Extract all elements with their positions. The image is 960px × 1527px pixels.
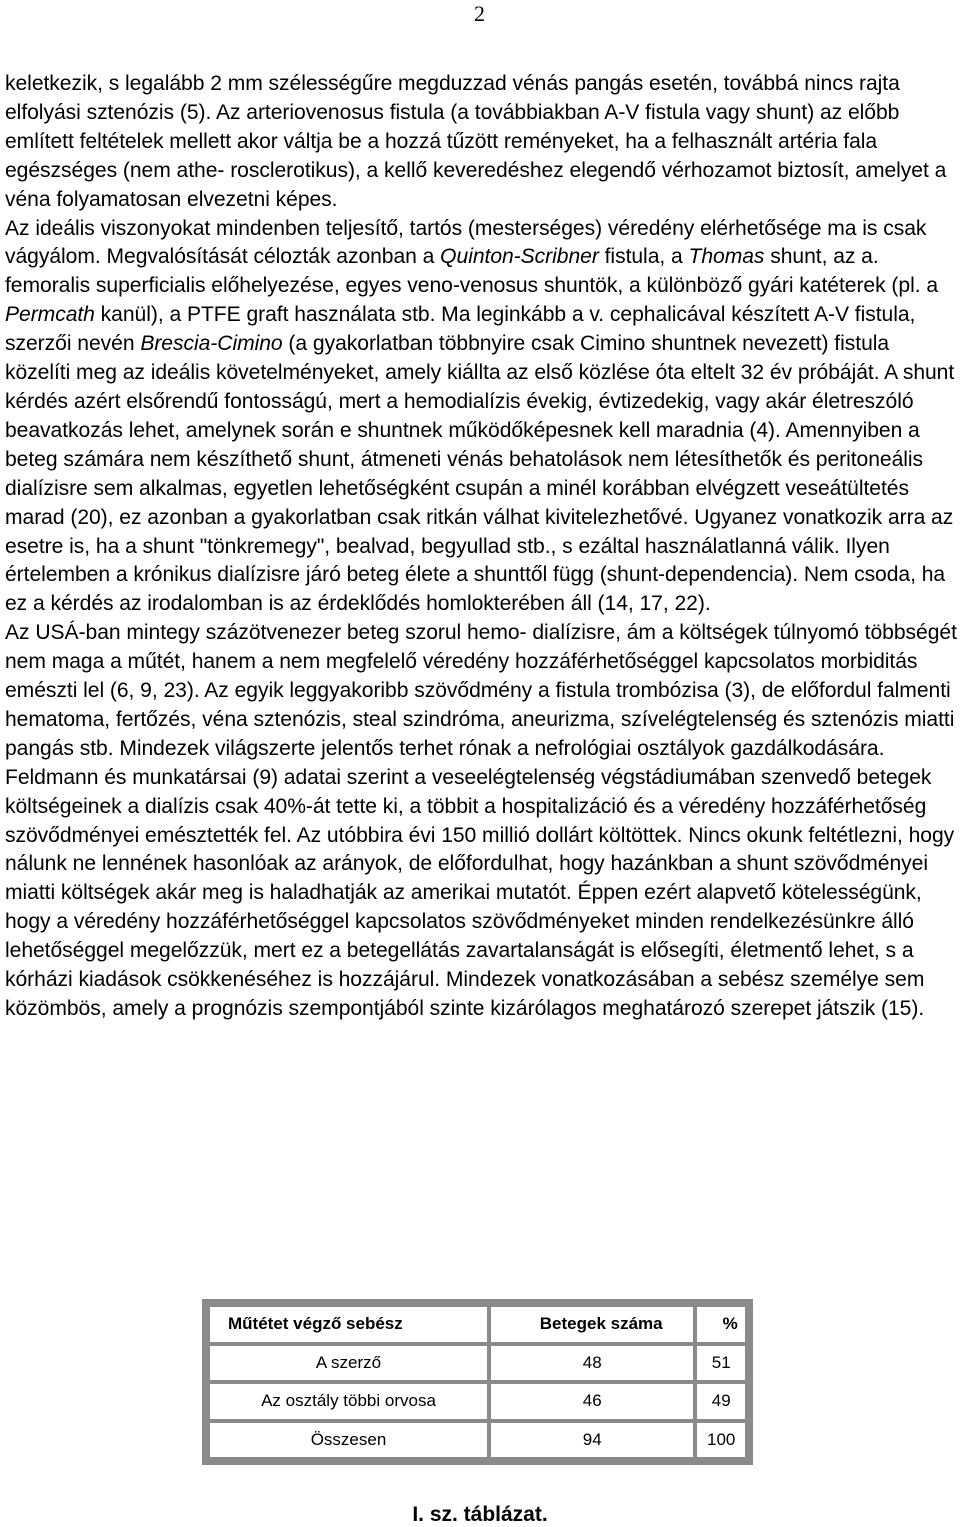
table-header-patients: Betegek száma <box>491 1307 693 1342</box>
paragraph-3-text: Az USÁ-ban mintegy százötvenezer beteg szorul hemo- dialízisre, ám a költségek túlnyomó többségét nem maga a műtét, hanem a nem megfelelő véredény hozzáférhetőséggel kapcsolatos morbiditás emészti lel (6, 9, 23). Az egyik leggyakoribb szövődmény a fistula trombózisa (3), de előfordul falmenti hematoma, fertőzés, véna sztenózis, steal szindróma, aneurizma, szívelégtelenség és sztenózis miatti pangás stb. Mindezek világszerte jelentős terhet rónak a nefrológiai osztályok gazdálkodására. Feldmann és munkatársai (9) adatai szerint a veseelégtelenség végstádiumában szenvedő betegek költségeinek a dialízis csak 40%-át tette ki, a többit a hospitalizáció és a véredény hozzáférhetőség szövődményei emésztették fel. Az utóbbira évi 150 millió dollárt költöttek. Nincs okunk feltétlezni, hogy nálunk ne lennének hasonlóak az arányok, de előfordulhat, hogy hazánkban a shunt szövődményei miatti költségek akár meg is haladhatják az amerikai mutatót. Éppen ezért alapvető kötelességünk, hogy a véredény hozzáférhetőséggel kapcsolatos szövődményeket minden rendelkezésünkre álló lehetőséggel megelőzzük, mert ez a betegellátás zavartalanságát is elősegíti, életmentő lehet, s a kórházi kiadások csökkenéséhez is hozzájárul. Mindezek vonatkozásában a sebész személye sem közömbös, amely a prognózis szempontjából szinte kizárólagos meghatározó szerepet játszik (15). <box>5 621 957 1020</box>
paragraph-1 <box>5 70 960 215</box>
paragraph-1-text: keletkezik, s legalább 2 mm szélességűre megduzzad vénás pangás esetén, továbbá nincs rajta elfolyási sztenózis (5). Az arteriovenosus fistula (a továbbiakban A-V fistula vagy shunt) az előbb említett feltételek mellett akor váltja be a hozzá tűzött reményeket, ha a felhasznált artéria fala egészséges (nem athe- rosclerotikus), a kellő keveredéshez elegendő vérhozamot biztosít, amelyet a véna folyamatosan elvezetni képes. <box>5 72 947 211</box>
table-row <box>210 1346 745 1381</box>
table-cell: 49 <box>697 1384 745 1419</box>
body-text <box>5 70 960 1024</box>
table-cell: 51 <box>697 1346 745 1381</box>
paragraph-2-text-a: Az ideális viszonyokat mindenben teljesítő, tartós (mesterséges) véredény elérhetősége ma is csak vágyálom. Megvalósítását célozták azonban a <box>5 216 927 269</box>
table-row <box>210 1423 745 1458</box>
paragraph-2-text-d: kanül), a PTFE graft használata stb. Ma leginkább a v. cephalicával készített A-V fistula, szerzői nevén <box>5 303 916 356</box>
page-number: 2 <box>474 1 485 26</box>
table-cell: Összesen <box>210 1423 487 1458</box>
table-cell: 46 <box>491 1384 693 1419</box>
table-cell: A szerző <box>210 1346 487 1381</box>
paragraph-2-text-e: (a gyakorlatban többnyire csak Cimino shuntnek nevezett) fistula közelíti meg az ideális követelményeket, amely kiállta az első közlése óta eltelt 32 év próbáját. A shunt kérdés azért elsőrendű fontosságú, mert a hemodialízis évekig, évtizedekig, vagy akár életreszóló beavatkozás lehet, amelynek során e shuntnek működőképesnek kell maradnia (4). Amennyiben a beteg számára nem készíthető shunt, átmeneti vénás behatolások nem létesíthetők és peritoneális dialízisre sem alkalmas, egyetlen lehetőségként csupán a minél korábban elvégzett veseátültetés marad (20), ez azonban a gyakorlatban csak ritkán válhat kivitelezhetővé. Ugyanez vonatkozik arra az esetre is, ha a shunt "tönkremegy", bealvad, begyullad stb., s ezáltal használatlanná válik. Ilyen értelemben a krónikus dialízisre járó beteg élete a shunttől függ (shunt-dependencia). Nem csoda, ha ez a kérdés az irodalomban is az érdeklődés homlokterében áll (14, 17, 22). <box>5 332 955 616</box>
table-header-percent: % <box>697 1307 745 1342</box>
table-caption: I. sz. táblázat. <box>412 1503 548 1526</box>
italic-term-permcath: Permcath <box>5 303 95 327</box>
paragraph-2 <box>5 215 960 620</box>
table-cell: Az osztály többi orvosa <box>210 1384 487 1419</box>
italic-term-brescia-cimino: Brescia-Cimino <box>140 332 283 356</box>
italic-term-quinton-scribner: Quinton-Scribner <box>440 245 599 269</box>
italic-term-thomas: Thomas <box>688 245 765 269</box>
table-cell: 94 <box>491 1423 693 1458</box>
table-header-surgeon: Műtétet végző sebész <box>210 1307 487 1342</box>
paragraph-2-text-c: shunt, az a. femoralis superficialis előhelyezése, egyes veno-venosus shuntök, a különböző gyári katéterek (pl. a <box>5 245 939 298</box>
table-row <box>210 1384 745 1419</box>
table-header-row <box>210 1307 745 1342</box>
paragraph-3 <box>5 619 960 1024</box>
table-cell: 100 <box>697 1423 745 1458</box>
paragraph-2-text-b: fistula, a <box>598 245 689 269</box>
results-table-grid <box>206 1303 749 1461</box>
results-table <box>202 1299 753 1465</box>
table-cell: 48 <box>491 1346 693 1381</box>
